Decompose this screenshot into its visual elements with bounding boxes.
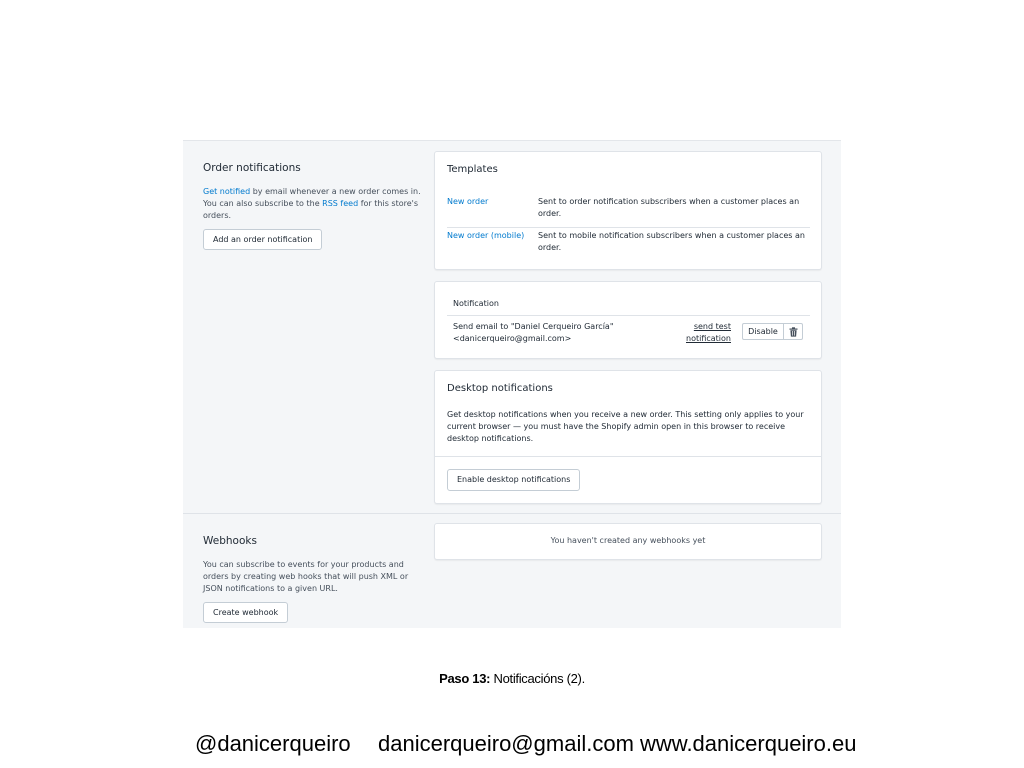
footer-twitter-handle: @danicerqueiro (195, 731, 351, 756)
order-notifications-desc-text: by email whenever a new order comes in. You can also subscribe to the (203, 187, 421, 208)
notification-recipient (453, 321, 643, 345)
trash-icon (789, 327, 798, 337)
rss-feed-link[interactable]: RSS feed (322, 199, 359, 208)
template-row (447, 228, 810, 262)
webhooks-title: Webhooks (203, 535, 257, 547)
add-order-notification-button[interactable]: Add an order notification (203, 229, 322, 250)
divider (435, 456, 821, 457)
template-new-order-link[interactable]: New order (447, 197, 489, 206)
template-description: Sent to order notification subscribers when a customer places an order. (538, 197, 800, 218)
templates-card (434, 151, 822, 270)
template-new-order-mobile-link[interactable]: New order (mobile) (447, 231, 525, 240)
get-notified-link[interactable]: Get notified (203, 187, 251, 196)
notification-recipient-email: <danicerqueiro@gmail.com> (453, 334, 572, 343)
disable-button[interactable]: Disable (742, 323, 784, 340)
footer-email: danicerqueiro@gmail.com (378, 731, 634, 756)
desktop-notifications-description: Get desktop notifications when you receive a new order. This setting only applies to your current browser — you must have the Shopify admin open in this browser to receive desktop notifications. (447, 410, 804, 443)
footer-website: www.danicerqueiro.eu (640, 731, 857, 756)
order-notifications-desc-end: for this store's orders. (203, 199, 418, 220)
notification-recipient-name: Send email to "Daniel Cerqueiro García" (453, 322, 614, 331)
webhooks-description: You can subscribe to events for your products and orders by creating web hooks that will push XML or JSON notifications to a given URL. (203, 560, 409, 593)
order-notifications-section (203, 161, 429, 250)
notification-column-header: Notification (453, 299, 499, 308)
desktop-notifications-card (434, 370, 822, 504)
caption-step: Paso 13: (439, 671, 491, 686)
caption-text: Notificacións (2). (490, 671, 585, 686)
webhooks-section (203, 534, 429, 623)
order-notifications-description (203, 186, 429, 222)
section-divider (183, 513, 841, 514)
enable-desktop-notifications-button[interactable]: Enable desktop notifications (447, 469, 580, 491)
template-row (447, 194, 810, 228)
send-test-notification-link[interactable] (665, 321, 731, 345)
webhooks-empty-card (434, 523, 822, 560)
slide-caption (0, 671, 1024, 686)
create-webhook-button[interactable]: Create webhook (203, 602, 288, 623)
webhooks-empty-message: You haven't created any webhooks yet (550, 536, 706, 545)
send-test-label-2: notification (686, 334, 731, 343)
divider (447, 315, 810, 316)
send-test-label-1: send test (693, 322, 731, 331)
delete-notification-button[interactable] (783, 323, 803, 340)
settings-notifications-screenshot (183, 140, 841, 628)
notification-subscribers-card (434, 281, 822, 359)
templates-title: Templates (447, 164, 498, 175)
template-description: Sent to mobile notification subscribers when a customer places an order. (538, 231, 805, 252)
order-notifications-title: Order notifications (203, 162, 301, 174)
desktop-notifications-title: Desktop notifications (447, 383, 553, 394)
